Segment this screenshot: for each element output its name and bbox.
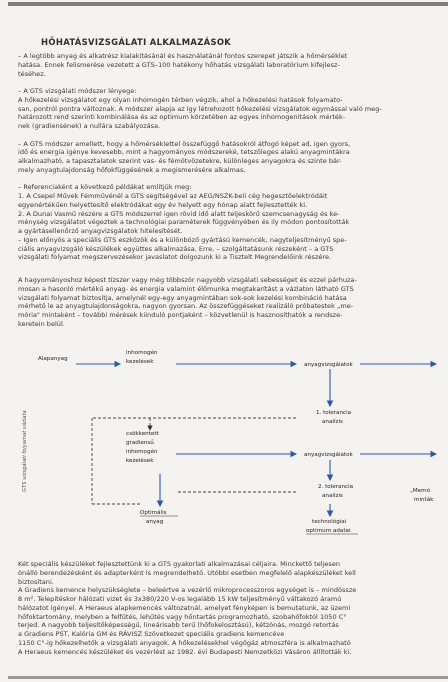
text-line: A Gradiens kemence helyszükséglete – beleértve a vezérlő mikroprocesszoros egységet is – mindössze (18, 586, 357, 595)
text-line: mória" mintaként – további mérések kiinduló pontjaként – közvetlenül is hasznosíthatók a rendsze- (18, 311, 343, 319)
top-rule (8, 2, 448, 6)
label-anyagvizsgalatok-2: anyagvizsgálatok (304, 452, 353, 458)
label-gradiensu: gradiensű (126, 440, 154, 446)
text-line: a gyártásellenőrző anyagvizsgálatok hitelesítését. (18, 227, 183, 235)
label-anyagvizsgalatok-1: anyagvizsgálatok (304, 362, 353, 368)
label-tolerancia-1a: 1. tolerancia (316, 410, 352, 416)
text-line: a Gradiens PST, Kalória GM és RÁVISZ Szövetkezet speciális gradiens kemencéve (18, 630, 285, 638)
text-line: keretein belül. (18, 319, 65, 328)
text-line: hatása. Ennek felismerése vezetett a GTS–100 hatékony hőhatás vizsgálati laboratórium kifejlesz- (18, 60, 340, 69)
text-line: – Referenciaként a következő példákat említjük meg: (18, 183, 192, 192)
text-line: alkalmazható, a tapasztalatok szerint vas- és fémötvözetekre, különleges anyagokra és szinte bár- (18, 157, 342, 165)
label-optimum-adatai: optimum adatai (306, 528, 351, 534)
label-tolerancia-2b: analízis (322, 493, 343, 499)
text-line: 1. A Csepel Művek Fémművénél a GTS segítségével az AEG/NSZK-beli cég hegesztőelektródáit (18, 192, 328, 200)
gts-process-diagram (0, 342, 448, 542)
text-line: 1150 C°-ig hőkezelhetők a vizsgálati anyagok. A hőkezelésekhel végőgáz atmoszféra is alkalmazható (18, 638, 351, 647)
text-line: idő és energia igénye kevesebb, mint a hagyományos módszereké, tetszőleges alakú anyagmintákra (18, 148, 350, 157)
page-title: HŐHATÁSVIZSGÁLATI ALKALMAZÁSOK (41, 37, 232, 47)
text-line: 2. A Dunai Vasmű részére a GTS módszerrel igen rövid idő alatt teljeskörű szemcsenagyság és ke- (18, 209, 340, 218)
text-line: határozott rend szerinti kombinálása és az optimum körzetében az egyes inhomogenitások mérték- (18, 113, 346, 122)
text-line: vizsgálati folyamat megszervezésekor javaslatot dolgozunk ki a Tisztelt Megrendelőink részére. (18, 253, 332, 262)
text-line: hőfoktartomány, melyben a felfűtés, lehűtés vagy hőntartás programozható, szobahőfoktól 1050 C° (18, 612, 347, 621)
text-line: vizsgálati folyamat biztosítja, amelynél egy-egy anyagmintában sok-sok kezelési kombináció hatása (18, 293, 347, 302)
text-line: A hőkezelési vizsgálatot egy olyan inhomogén térben végzik, ahol a hőkezelési hatások folyamato- (18, 95, 343, 104)
bottom-rule (8, 676, 448, 679)
text-line: – A GTS módszer amellett, hogy a hőmérséklettel összefüggő hatásokról átfogó képet ad, igen gyors, (18, 139, 351, 148)
label-inhomogen-2a: inhomogén (126, 449, 158, 455)
label-inhomogen-2b: kezelések (126, 458, 154, 464)
text-line: téséhez. (18, 69, 46, 78)
text-line: terjed. A nagyobb teljesítőképességű, lineárisabb terű (hőfokelosztású), kétzónás, mozgó retortás (18, 621, 339, 630)
text-line: egyenértékűen helyettesítő elektródákat egy év helyett egy hónap alatt fejlesztették ki. (18, 200, 308, 209)
text-line: nek (gradiensének) a nullára szabályozása. (18, 122, 161, 130)
label-inhomogen-1b: kezelések (126, 359, 154, 365)
text-line: – A GTS vizsgálati módszer lényege: (18, 87, 137, 95)
text-line: 8 m². Telepítéskor hálózati vizet és 3x380/220 V-os legalább 15 kW teljesítményű váltakozó áramú (18, 595, 342, 603)
diagram-side-label: GTS vizsgálati folyamat vázlata (22, 410, 28, 492)
text-line: A Heraeus kemencés készüléket és vezérlést az 1982. évi Budapesti Nemzetközi Vásáron állították ki. (18, 647, 352, 656)
text-line: Két speciális készüléket fejlesztettünk ki a GTS gyakorlati alkalmazásai céljaira. Minckettő teljesen (18, 560, 340, 568)
label-technologiai: technológiai (312, 519, 347, 525)
text-line: san, pontról pontra változnak. A módszer alapja az így létrehozott hőkezelési vizsgálatok egymással való meg- (18, 104, 382, 113)
label-tolerancia-2a: 2. tolerancia (318, 484, 354, 490)
text-line: ciális anyagvizsgáló készülékek együttes alkalmazása. Erre, – szolgáltatásunk részeként – a GTS (18, 244, 334, 253)
text-line: mérhető le az anyagtulajdonságokra, nagyon gyorsan. Az összefüggéseket realizáló próbatestek „me- (18, 302, 354, 311)
text-line: ménység vizsgálatot végeztek a technológiai paraméterek függvényében és ily módon pontosították (18, 218, 350, 227)
label-optimalis: Optimális (140, 510, 167, 516)
label-anyag: anyag (146, 519, 164, 525)
text-line: – Igen előnyös a speciális GTS eszközök és a különböző gyártású kemencék, nagyteljesítményű spe- (18, 235, 347, 244)
label-inhomogen-1a: inhomogén (126, 350, 158, 356)
text-line: önálló berendezésként és adapterként is megrendelhető. Utóbbi esetben megfelelő alapkészüléket kell (18, 568, 356, 577)
label-memo: „Memó (410, 488, 431, 494)
text-line: biztosítani. (18, 577, 54, 586)
text-line: A hagyományoshoz képest tízszer vagy még többször nagyobb vizsgálati sebességet és ezzel párhuza- (18, 276, 357, 284)
label-tolerancia-1b: analízis (322, 419, 343, 425)
text-line: mely anyagtulajdonság hőfokfüggésének a megismerésére alkalmas. (18, 165, 246, 174)
label-mintak: minták (414, 497, 434, 503)
label-csokkentett: csökkentett (126, 431, 159, 437)
label-alapanyag: Alapanyag (38, 356, 68, 362)
text-line: hálózatot igényel. A Heraeus alapkemencés változatnál, amelyet fényképen is bemutatunk, az üzemi (18, 603, 351, 612)
text-line: mosan a hasonló mértékű anyag- és energia valamint élőmunka megtakarítást a vázlaton látható GTS (18, 284, 354, 293)
text-line: – A legtöbb anyag és alkatrész kialakításánál és használatánál fontos szerepet játszik a hőmérséklet (18, 52, 348, 60)
